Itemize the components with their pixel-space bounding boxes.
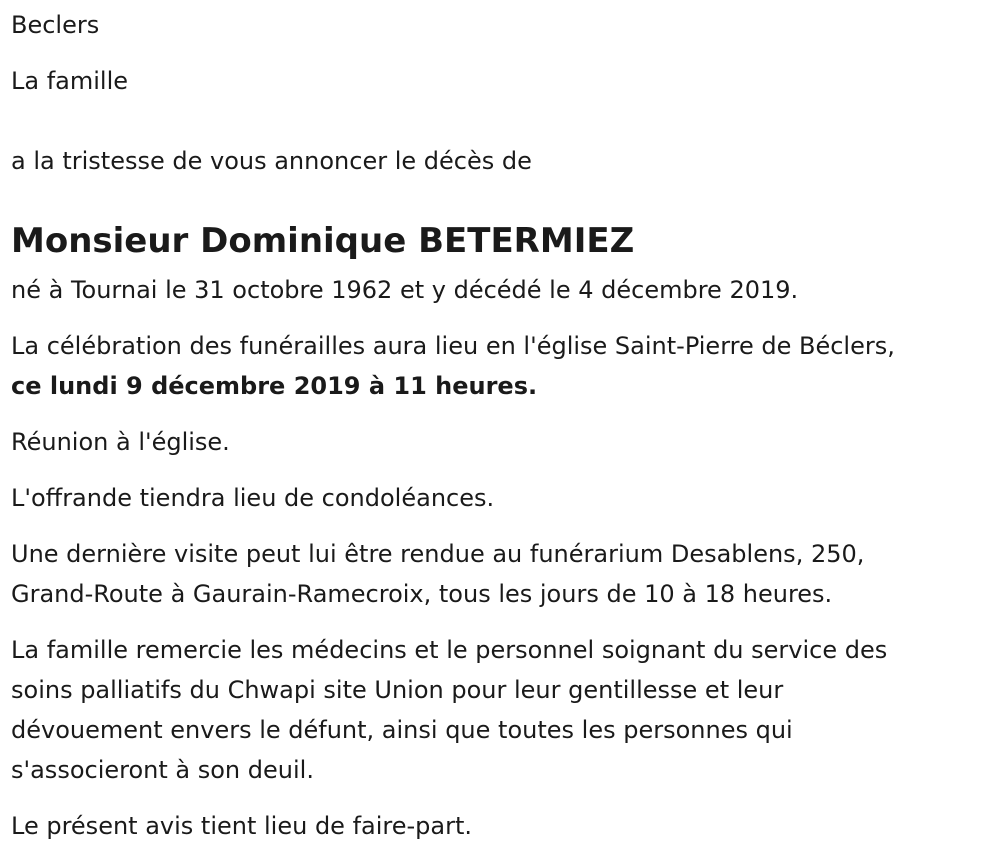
ceremony-datetime: ce lundi 9 décembre 2019 à 11 heures. [11,372,538,400]
visit-info-line-2: Grand-Route à Gaurain-Ramecroix, tous les jours de 10 à 18 heures. [11,580,833,608]
birth-death-info: né à Tournai le 31 octobre 1962 et y décédé le 4 décembre 2019. [11,276,799,304]
visit-info-line-1: Une dernière visite peut lui être rendue au funérarium Desablens, 250, [11,540,865,568]
thanks-line-2: soins palliatifs du Chwapi site Union pour leur gentillesse et leur [11,676,784,704]
thanks-line-1: La famille remercie les médecins et le personnel soignant du service des [11,636,888,664]
deceased-name: Monsieur Dominique BETERMIEZ [11,221,635,261]
faire-part-notice: Le présent avis tient lieu de faire-part. [11,812,473,840]
ceremony-place: La célébration des funérailles aura lieu en l'église Saint-Pierre de Béclers, [11,332,895,360]
announcement-intro: a la tristesse de vous annoncer le décès de [11,147,532,175]
family-label: La famille [11,67,129,95]
town-name: Beclers [11,11,100,39]
offering-info: L'offrande tiendra lieu de condoléances. [11,484,495,512]
thanks-line-4: s'associeront à son deuil. [11,756,314,784]
thanks-line-3: dévouement envers le défunt, ainsi que toutes les personnes qui [11,716,793,744]
meeting-info: Réunion à l'église. [11,428,230,456]
